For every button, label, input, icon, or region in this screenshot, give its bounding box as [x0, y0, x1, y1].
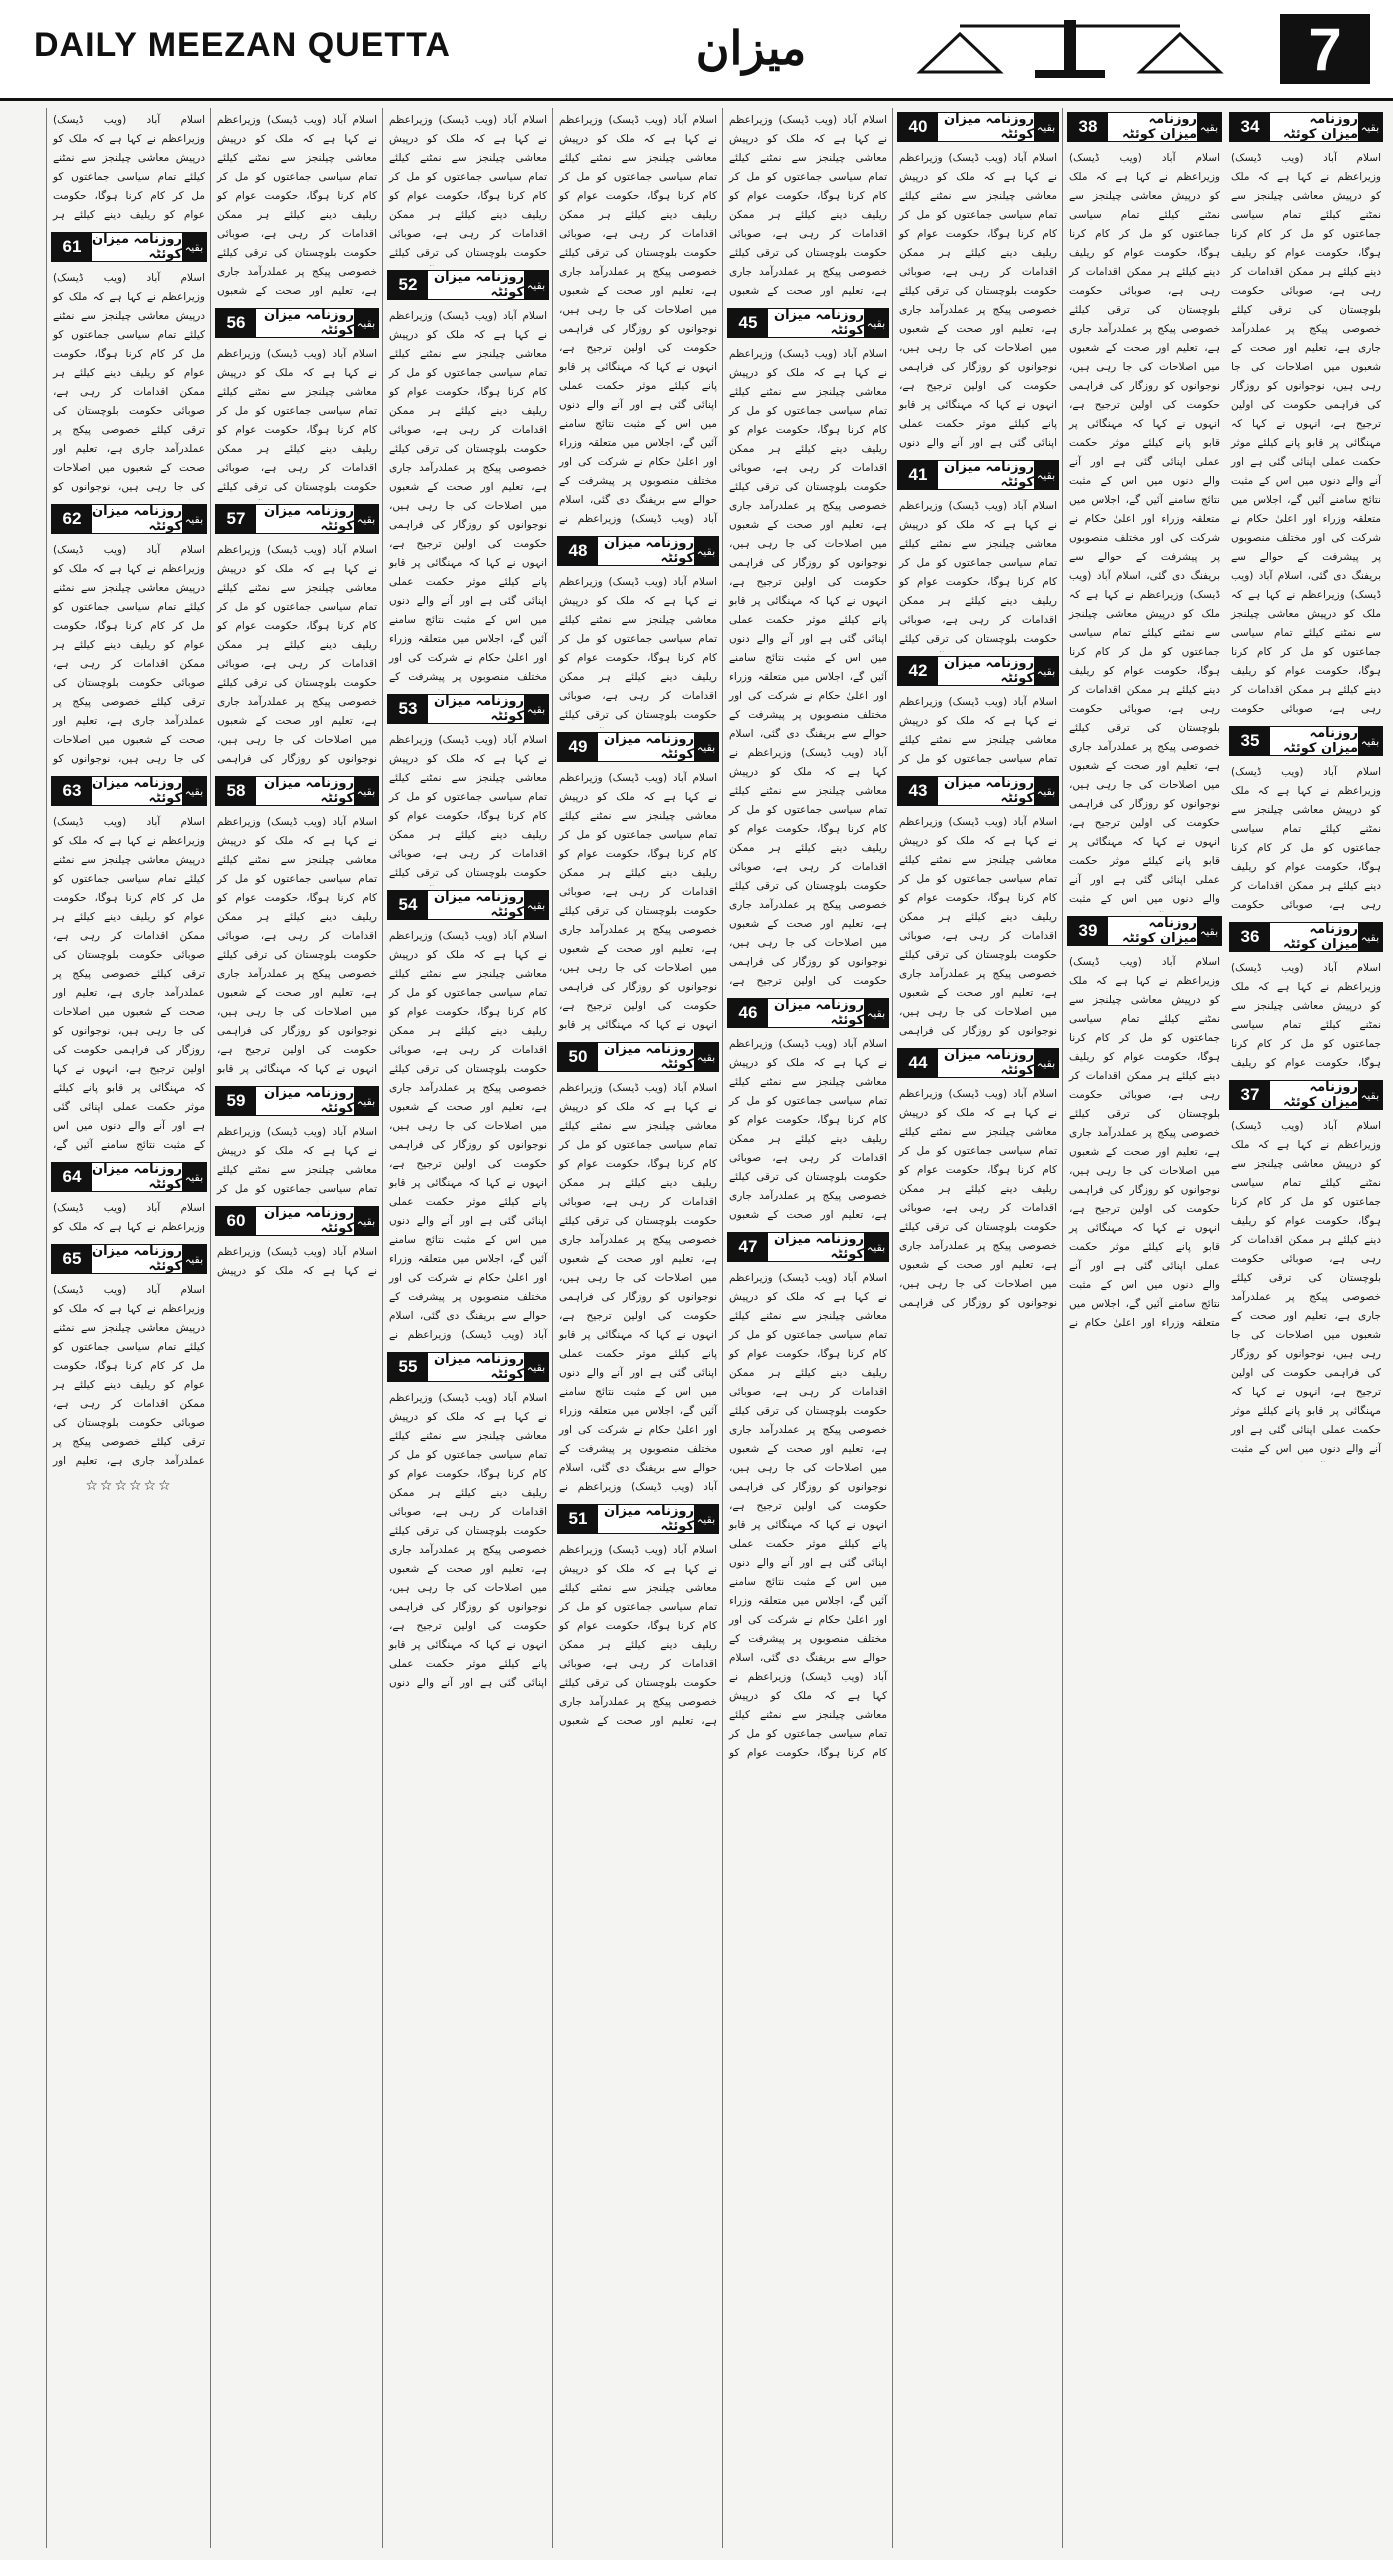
section-title: روزنامہ میزان کوئٹہ: [92, 1244, 182, 1274]
news-column: [1225, 108, 1387, 2548]
section-title: روزنامہ میزان کوئٹہ: [92, 776, 182, 806]
section-title: روزنامہ میزان کوئٹہ: [768, 309, 864, 337]
article-text: اسلام آباد (ویب ڈیسک) وزیراعظم نے کہا ہے کہ ملک کو درپیش معاشی چیلنجز سے نمٹنے کیلئے تمام سیاسی جماعتوں کو مل کر: [217, 1126, 377, 1195]
continuation-tag: بقیہ: [864, 309, 888, 337]
continuation-number: 64: [52, 1163, 92, 1191]
section-title: روزنامہ میزان کوئٹہ: [256, 309, 354, 337]
section-title: روزنامہ میزان کوئٹہ: [428, 271, 524, 299]
continuation-tag: بقیہ: [1358, 1081, 1382, 1109]
continuation-header: [727, 308, 889, 338]
article-text: اسلام آباد (ویب ڈیسک) وزیراعظم نے کہا ہے کہ ملک کو درپیش معاشی چیلنجز سے نمٹنے کیلئے تمام سیاسی جماعتوں کو مل کر کام کرنا ہوگا، حکومت عوام کو ریلیف دینے کیلئے ہر ممکن اقدامات کر رہی ہے، صوبائی حکومت بلوچستان کی ترقی کیلئے خصوصی پیکج پر عملدرآمد جاری ہے، تعلیم اور صحت کے شعبوں میں اصلاحات کی جا رہی ہیں، نوجوانوں کو روزگار کی فراہمی حکومت کی اولین ترجیح ہے، انہوں نے کہا کہ مہنگائی پر قابو پانے کیلئے موثر حکمت عملی اپنائی گئی ہے اور آنے والے دنوں: [899, 152, 1057, 449]
continuation-header: [215, 1086, 379, 1116]
article-text: اسلام آباد (ویب ڈیسک) وزیراعظم نے کہا ہے کہ ملک کو درپیش معاشی چیلنجز سے نمٹنے کیلئے تمام سیاسی جماعتوں کو مل کر کام کرنا ہوگا، حکومت عوام کو ریلیف دینے کیلئے ہر ممکن اقدامات کر رہی ہے، صوبائی حکومت بلوچستان کی ترقی کیلئے خصوصی پیکج پر عملدرآمد جاری ہے، تعلیم اور صحت کے شعبوں میں اصلاحات کی جا رہی ہیں، نوجوانوں کو روزگار کی فراہمی حکومت کی اولین ترجیح ہے، انہوں نے کہا کہ مہنگائی پر قابو پانے کیلئے موثر حکمت عملی اپنائی گئی ہے اور آنے والے دنوں میں اس کے مثبت نتائج سامنے آئیں گے، اجلاس میں متعلقہ وزراء اور اعلیٰ حکام نے شرکت کی اور مختلف منصوبوں پر پیشرفت کے حوالے سے بریفنگ دی گئی، اسلام آباد (ویب ڈیسک) وزیراعظم نے: [559, 114, 717, 525]
page-number: 7: [1280, 14, 1370, 84]
continuation-tag: بقیہ: [354, 505, 378, 533]
continuation-header: [51, 232, 207, 262]
section-title: روزنامہ میزان کوئٹہ: [598, 1505, 694, 1533]
section-title: روزنامہ میزان کوئٹہ: [1270, 923, 1358, 951]
continuation-header: [51, 776, 207, 806]
continuation-tag: بقیہ: [864, 999, 888, 1027]
continuation-header: [1067, 112, 1222, 142]
continuation-header: [1067, 916, 1222, 946]
continuation-number: 61: [52, 233, 92, 261]
section-title: روزنامہ میزان کوئٹہ: [598, 537, 694, 565]
continuation-number: 55: [388, 1353, 428, 1381]
article-text: اسلام آباد (ویب ڈیسک) وزیراعظم نے کہا ہے کہ ملک کو درپیش معاشی چیلنجز سے نمٹنے کیلئے تمام سیاسی جماعتوں کو مل کر کام کرنا ہوگا، حکومت عوام کو ریلیف: [1231, 962, 1381, 1069]
continuation-header: [1229, 112, 1383, 142]
continuation-tag: بقیہ: [354, 1087, 378, 1115]
continuation-tag: بقیہ: [182, 777, 206, 805]
article-text: اسلام آباد (ویب ڈیسک) وزیراعظم نے کہا ہے کہ ملک کو درپیش معاشی چیلنجز سے نمٹنے کیلئے تمام سیاسی جماعتوں کو مل کر کام کرنا ہوگا، حکومت عوام کو ریلیف دینے کیلئے ہر ممکن اقدامات کر رہی ہے، صوبائی حکومت بلوچستان کی ترقی کیلئے خصوصی پیکج پر عملدرآمد جاری ہے، تعلیم اور صحت کے شعبوں میں اصلاحات کی جا رہی ہیں، نوجوانوں کو روزگار کی فراہمی حکومت کی اولین ترجیح ہے، انہوں نے کہا کہ مہنگائی پر قابو پانے کیلئے موثر حکمت عملی اپنائی گئی ہے اور آنے والے دنوں میں اس کے مثبت نتائج سامنے آئیں گے،: [53, 816, 205, 1151]
article-text: اسلام آباد (ویب ڈیسک) وزیراعظم نے کہا ہے کہ ملک کو درپیش معاشی چیلنجز سے نمٹنے کیلئے تمام سیاسی جماعتوں کو مل کر کام کرنا ہوگا، حکومت عوام کو ریلیف دینے کیلئے ہر ممکن اقدامات کر رہی ہے، صوبائی حکومت بلوچستان کی ترقی کیلئے خصوصی پیکج پر عملدرآمد جاری ہے، تعلیم اور صحت کے شعبوں میں اصلاحات کی جا رہی ہیں، نوجوانوں کو روزگار کی فراہمی: [899, 816, 1057, 1037]
section-title: روزنامہ میزان کوئٹہ: [1108, 917, 1197, 945]
article-text: اسلام آباد (ویب ڈیسک) وزیراعظم نے کہا ہے کہ ملک کو درپیش معاشی چیلنجز سے نمٹنے کیلئے تمام سیاسی جماعتوں کو مل کر کام کرنا ہوگا، حکومت عوام کو ریلیف دینے کیلئے ہر ممکن اقدامات کر رہی ہے، صوبائی حکومت بلوچستان کی ترقی کیلئے خصوصی پیکج پر عملدرآمد جاری ہے، تعلیم اور صحت کے شعبوں میں اصلاحات کی جا رہی ہیں، نوجوانوں کو روزگار کی فراہمی حکومت کی اولین ترجیح ہے، انہوں نے کہا کہ مہنگائی پر قابو پانے کیلئے موثر حکمت عملی اپنائی گئی ہے اور آنے والے دنوں میں اس کے مثبت نتائج سامنے آئیں گے، اجلاس میں متعلقہ وزراء اور اعلیٰ حکام نے: [1069, 956, 1220, 1329]
continuation-header: [215, 308, 379, 338]
section-title: روزنامہ میزان کوئٹہ: [1270, 727, 1358, 755]
continuation-number: 51: [558, 1505, 598, 1533]
continuation-number: 58: [216, 777, 256, 805]
continuation-tag: بقیہ: [354, 1207, 378, 1235]
news-column: [210, 108, 383, 2548]
continuation-header: [897, 1048, 1059, 1078]
article-text: اسلام آباد (ویب ڈیسک) وزیراعظم نے کہا ہے کہ ملک کو درپیش معاشی چیلنجز سے نمٹنے کیلئے تمام سیاسی جماعتوں کو مل کر کام کرنا ہوگا، حکومت عوام کو ریلیف دینے کیلئے ہر ممکن اقدامات کر رہی ہے، صوبائی حکومت بلوچستان کی ترقی کیلئے: [559, 576, 717, 721]
continuation-number: 38: [1068, 113, 1108, 141]
article-text: اسلام آباد (ویب ڈیسک) وزیراعظم نے کہا ہے کہ ملک کو درپیش معاشی چیلنجز سے نمٹنے کیلئے تمام سیاسی جماعتوں کو مل کر کام کرنا ہوگا، حکومت عوام کو ریلیف دینے کیلئے ہر ممکن اقدامات کر رہی ہے، صوبائی حکومت بلوچستان کی ترقی کیلئے خصوصی پیکج پر عملدرآمد جاری ہے، تعلیم اور صحت کے شعبوں: [729, 1038, 887, 1221]
article-text: اسلام آباد (ویب ڈیسک) وزیراعظم نے کہا ہے کہ ملک کو: [53, 1202, 205, 1233]
article-text: اسلام آباد (ویب ڈیسک) وزیراعظم نے کہا ہے کہ ملک کو درپیش معاشی چیلنجز سے نمٹنے کیلئے تمام سیاسی جماعتوں کو مل کر: [899, 696, 1057, 765]
section-title: روزنامہ میزان کوئٹہ: [1270, 113, 1358, 141]
article-text: اسلام آباد (ویب ڈیسک) وزیراعظم نے کہا ہے کہ ملک کو درپیش معاشی چیلنجز سے نمٹنے کیلئے تمام سیاسی جماعتوں کو مل کر کام کرنا ہوگا، حکومت عوام کو ریلیف دینے کیلئے ہر ممکن اقدامات کر رہی ہے، صوبائی حکومت بلوچستان کی ترقی کیلئے خصوصی پیکج پر عملدرآمد جاری ہے، تعلیم اور صحت کے شعبوں میں اصلاحات کی جا رہی ہیں، نوجوانوں کو روزگار کی فراہمی: [217, 544, 377, 765]
continuation-header: [557, 536, 719, 566]
continuation-number: 36: [1230, 923, 1270, 951]
news-column: [892, 108, 1063, 2548]
continuation-tag: بقیہ: [694, 1505, 718, 1533]
continuation-tag: بقیہ: [1034, 657, 1058, 685]
continuation-number: 52: [388, 271, 428, 299]
continuation-number: 46: [728, 999, 768, 1027]
continuation-number: 39: [1068, 917, 1108, 945]
continuation-tag: بقیہ: [182, 1163, 206, 1191]
continuation-header: [215, 1206, 379, 1236]
section-title: روزنامہ میزان کوئٹہ: [256, 1087, 354, 1115]
end-stars: ☆☆☆☆☆☆: [85, 1478, 173, 1494]
continuation-number: 59: [216, 1087, 256, 1115]
continuation-tag: بقیہ: [864, 1233, 888, 1261]
continuation-header: [727, 1232, 889, 1262]
masthead-title: DAILY MEEZAN QUETTA: [34, 26, 451, 64]
continuation-number: 44: [898, 1049, 938, 1077]
continuation-number: 40: [898, 113, 938, 141]
continuation-header: [897, 656, 1059, 686]
continuation-header: [897, 112, 1059, 142]
article-text: اسلام آباد (ویب ڈیسک) وزیراعظم نے کہا ہے کہ ملک کو درپیش معاشی چیلنجز سے نمٹنے کیلئے تمام سیاسی جماعتوں کو مل کر کام کرنا ہوگا، حکومت عوام کو ریلیف دینے کیلئے ہر ممکن اقدامات کر رہی ہے، صوبائی حکومت بلوچستان کی ترقی کیلئے خصوصی پیکج پر عملدرآمد جاری ہے، تعلیم اور صحت کے شعبوں میں اصلاحات کی جا رہی ہیں، نوجوانوں کو روزگار کی فراہمی حکومت کی اولین ترجیح ہے، انہوں نے کہا کہ مہنگائی پر قابو پانے کیلئے موثر حکمت عملی اپنائی گئی ہے اور آنے والے دنوں: [389, 1392, 547, 1689]
section-title: روزنامہ میزان کوئٹہ: [428, 695, 524, 723]
continuation-tag: بقیہ: [524, 891, 548, 919]
continuation-number: 50: [558, 1043, 598, 1071]
continuation-header: [557, 732, 719, 762]
article-text: اسلام آباد (ویب ڈیسک) وزیراعظم نے کہا ہے کہ ملک کو درپیش معاشی چیلنجز سے نمٹنے کیلئے تمام سیاسی جماعتوں کو مل کر کام کرنا ہوگا، حکومت عوام کو ریلیف دینے کیلئے ہر ممکن اقدامات کر رہی ہے، صوبائی حکومت بلوچستان کی ترقی کیلئے: [389, 114, 547, 259]
article-text: اسلام آباد (ویب ڈیسک) وزیراعظم نے کہا ہے کہ ملک کو درپیش معاشی چیلنجز سے نمٹنے کیلئے تمام سیاسی جماعتوں کو مل کر کام کرنا ہوگا، حکومت عوام کو ریلیف دینے کیلئے ہر ممکن اقدامات کر رہی ہے، صوبائی حکومت بلوچستان کی ترقی کیلئے: [899, 500, 1057, 645]
section-title: روزنامہ میزان کوئٹہ: [92, 504, 182, 534]
continuation-header: [387, 1352, 549, 1382]
continuation-header: [51, 1162, 207, 1192]
scales-of-justice-icon: [900, 14, 1240, 84]
continuation-tag: بقیہ: [1358, 923, 1382, 951]
article-text: اسلام آباد (ویب ڈیسک) وزیراعظم نے کہا ہے کہ ملک کو درپیش معاشی چیلنجز سے نمٹنے کیلئے تمام سیاسی جماعتوں کو مل کر کام کرنا ہوگا، حکومت عوام کو ریلیف دینے کیلئے ہر ممکن اقدامات کر رہی ہے، صوبائی حکومت بلوچستان کی ترقی کیلئے خصوصی پیکج پر عملدرآمد جاری ہے، تعلیم اور صحت کے شعبوں میں اصلاحات کی جا رہی ہیں، نوجوانوں کو روزگار کی فراہمی حکومت کی اولین ترجیح ہے، انہوں نے کہا کہ مہنگائی پر قابو پانے کیلئے موثر حکمت عملی اپنائی گئی ہے اور آنے والے دنوں میں اس کے مثبت نتائج سامنے آئیں گے، اجلاس میں متعلقہ وزراء اور اعلیٰ حکام نے شرکت کی اور مختلف منصوبوں پر پیشرفت کے حوالے سے بریفنگ دی گئی، اسلام آباد (ویب ڈیسک) وزیراعظم نے کہا ہے کہ ملک کو درپیش معاشی چیلنجز سے نمٹنے کیلئے تمام سیاسی جماعتوں کو مل کر کام کرنا ہوگا، حکومت عوام کو: [729, 1272, 887, 1759]
continuation-header: [215, 504, 379, 534]
continuation-number: 56: [216, 309, 256, 337]
article-text: اسلام آباد (ویب ڈیسک) وزیراعظم نے کہا ہے کہ ملک کو درپیش معاشی چیلنجز سے نمٹنے کیلئے تمام سیاسی جماعتوں کو مل کر کام کرنا ہوگا، حکومت عوام کو ریلیف دینے کیلئے ہر ممکن اقدامات کر رہی ہے، صوبائی حکومت بلوچستان کی ترقی کیلئے: [389, 734, 547, 879]
section-title: روزنامہ میزان کوئٹہ: [256, 505, 354, 533]
continuation-number: 37: [1230, 1081, 1270, 1109]
continuation-number: 62: [52, 505, 92, 533]
continuation-tag: بقیہ: [694, 537, 718, 565]
section-title: روزنامہ میزان کوئٹہ: [256, 777, 354, 805]
continuation-tag: بقیہ: [1358, 727, 1382, 755]
article-text: اسلام آباد (ویب ڈیسک) وزیراعظم نے کہا ہے کہ ملک کو درپیش معاشی چیلنجز سے نمٹنے کیلئے تمام سیاسی جماعتوں کو مل کر کام کرنا ہوگا، حکومت عوام کو ریلیف دینے کیلئے ہر ممکن اقدامات کر رہی ہے، صوبائی حکومت بلوچستان کی ترقی کیلئے خصوصی پیکج پر عملدرآمد جاری ہے، تعلیم اور صحت کے شعبوں میں اصلاحات کی جا رہی ہیں، نوجوانوں کو روزگار کی فراہمی حکومت کی اولین ترجیح ہے، انہوں نے کہا کہ مہنگائی پر قابو پانے کیلئے موثر حکمت عملی اپنائی گئی ہے اور آنے والے دنوں میں اس کے مثبت نتائج سامنے آئیں گے، اجلاس میں متعلقہ وزراء اور اعلیٰ حکام نے شرکت کی اور مختلف منصوبوں پر پیشرفت کے حوالے سے بریفنگ دی گئی، اسلام آباد (ویب ڈیسک) وزیراعظم نے کہا ہے کہ ملک کو درپیش معاشی چیلنجز سے نمٹنے کیلئے تمام سیاسی جماعتوں کو مل کر کام کرنا ہوگا، حکومت عوام کو ریلیف دینے کیلئے ہر ممکن اقدامات کر رہی ہے، صوبائی حکومت بلوچستان کی ترقی کیلئے خصوصی پیکج پر عملدرآمد جاری ہے، تعلیم اور صحت کے شعبوں میں اصلاحات کی جا رہی ہیں، نوجوانوں کو روزگار کی فراہمی حکومت کی اولین ترجیح ہے،: [729, 348, 887, 987]
continuation-number: 45: [728, 309, 768, 337]
newspaper-logo: میزان: [695, 21, 807, 75]
continuation-number: 53: [388, 695, 428, 723]
article-text: اسلام آباد (ویب ڈیسک) وزیراعظم نے کہا ہے کہ ملک کو درپیش معاشی چیلنجز سے نمٹنے کیلئے تمام سیاسی جماعتوں کو مل کر کام کرنا ہوگا، حکومت عوام کو ریلیف دینے کیلئے ہر ممکن اقدامات کر رہی ہے، صوبائی حکومت بلوچستان کی ترقی کیلئے خصوصی پیکج پر عملدرآمد جاری ہے، تعلیم اور صحت کے شعبوں میں اصلاحات کی جا رہی ہیں، نوجوانوں کو روزگار کی فراہمی حکومت کی اولین ترجیح ہے، انہوں نے کہا کہ مہنگائی پر قابو پانے کیلئے موثر حکمت عملی اپنائی گئی ہے اور آنے والے دنوں میں اس کے مثبت نتائج سامنے آئیں گے، اجلاس میں متعلقہ وزراء اور اعلیٰ حکام نے شرکت کی اور مختلف منصوبوں پر پیشرفت کے: [389, 310, 547, 683]
article-text: اسلام آباد (ویب ڈیسک) وزیراعظم نے کہا ہے کہ ملک کو درپیش معاشی چیلنجز سے نمٹنے کیلئے تمام سیاسی جماعتوں کو مل کر کام کرنا ہوگا، حکومت عوام کو ریلیف دینے کیلئے ہر ممکن اقدامات کر رہی ہے، صوبائی حکومت بلوچستان کی ترقی کیلئے خصوصی پیکج پر عملدرآمد جاری ہے، تعلیم اور صحت کے شعبوں: [559, 1544, 717, 1727]
section-title: روزنامہ میزان کوئٹہ: [428, 891, 524, 919]
continuation-number: 47: [728, 1233, 768, 1261]
section-title: روزنامہ میزان کوئٹہ: [938, 113, 1034, 141]
article-text: اسلام آباد (ویب ڈیسک) وزیراعظم نے کہا ہے کہ ملک کو درپیش معاشی چیلنجز سے نمٹنے کیلئے تمام سیاسی جماعتوں کو مل کر کام کرنا ہوگا، حکومت عوام کو ریلیف دینے کیلئے ہر ممکن اقدامات کر رہی ہے، صوبائی حکومت بلوچستان کی ترقی کیلئے خصوصی پیکج پر عملدرآمد جاری ہے، تعلیم اور صحت کے شعبوں میں اصلاحات کی جا رہی ہیں، نوجوانوں کو: [53, 544, 205, 765]
article-text: اسلام آباد (ویب ڈیسک) وزیراعظم نے کہا ہے کہ ملک کو درپیش معاشی چیلنجز سے نمٹنے کیلئے تمام سیاسی جماعتوں کو مل کر کام کرنا ہوگا، حکومت عوام کو ریلیف دینے کیلئے ہر ممکن اقدامات کر رہی ہے، صوبائی حکومت بلوچستان کی ترقی کیلئے خصوصی پیکج پر عملدرآمد جاری ہے، تعلیم اور صحت کے شعبوں میں اصلاحات کی جا رہی ہیں، نوجوانوں کو روزگار کی فراہمی حکومت کی اولین ترجیح ہے، انہوں نے کہا کہ مہنگائی پر قابو پانے کیلئے موثر حکمت عملی اپنائی گئی ہے اور آنے والے دنوں میں اس کے مثبت: [1231, 1120, 1381, 1455]
continuation-number: 65: [52, 1245, 92, 1273]
continuation-tag: بقیہ: [182, 1245, 206, 1273]
article-text: اسلام آباد (ویب ڈیسک) وزیراعظم نے کہا ہے کہ ملک کو درپیش معاشی چیلنجز سے نمٹنے کیلئے تمام سیاسی جماعتوں کو مل کر کام کرنا ہوگا، حکومت عوام کو ریلیف دینے کیلئے ہر ممکن اقدامات کر رہی ہے، صوبائی حکومت: [1231, 766, 1381, 911]
section-title: روزنامہ میزان کوئٹہ: [428, 1353, 524, 1381]
continuation-header: [727, 998, 889, 1028]
news-columns: [6, 108, 1387, 2548]
article-text: اسلام آباد (ویب ڈیسک) وزیراعظم نے کہا ہے کہ ملک کو درپیش معاشی چیلنجز سے نمٹنے کیلئے تمام سیاسی جماعتوں کو مل کر کام کرنا ہوگا، حکومت عوام کو ریلیف دینے کیلئے ہر ممکن اقدامات کر رہی ہے، صوبائی حکومت بلوچستان کی ترقی کیلئے خصوصی پیکج پر عملدرآمد جاری ہے، تعلیم اور: [53, 1284, 205, 1467]
article-text: اسلام آباد (ویب ڈیسک) وزیراعظم نے کہا ہے کہ ملک کو درپیش معاشی چیلنجز سے نمٹنے کیلئے تمام سیاسی جماعتوں کو مل کر کام کرنا ہوگا، حکومت عوام کو ریلیف دینے کیلئے ہر ممکن اقدامات کر رہی ہے، صوبائی حکومت بلوچستان کی ترقی کیلئے خصوصی پیکج پر عملدرآمد جاری ہے، تعلیم اور صحت کے شعبوں میں اصلاحات کی جا رہی ہیں، نوجوانوں کو روزگار کی فراہمی: [899, 1088, 1057, 1309]
continuation-tag: بقیہ: [354, 777, 378, 805]
continuation-tag: بقیہ: [524, 1353, 548, 1381]
article-text: اسلام آباد (ویب ڈیسک) وزیراعظم نے کہا ہے کہ ملک کو درپیش معاشی چیلنجز سے نمٹنے کیلئے تمام سیاسی جماعتوں کو مل کر کام کرنا ہوگا، حکومت عوام کو ریلیف دینے کیلئے ہر ممکن اقدامات کر رہی ہے، صوبائی حکومت بلوچستان کی ترقی کیلئے خصوصی پیکج پر عملدرآمد جاری ہے، تعلیم اور صحت کے شعبوں میں اصلاحات کی جا رہی ہیں، نوجوانوں کو روزگار کی فراہمی حکومت کی اولین ترجیح ہے، انہوں نے کہا کہ مہنگائی پر قابو: [217, 816, 377, 1075]
section-title: روزنامہ میزان کوئٹہ: [1270, 1081, 1358, 1109]
continuation-number: 54: [388, 891, 428, 919]
continuation-number: 57: [216, 505, 256, 533]
continuation-tag: بقیہ: [1197, 917, 1221, 945]
section-title: روزنامہ میزان کوئٹہ: [938, 657, 1034, 685]
section-title: روزنامہ میزان کوئٹہ: [598, 733, 694, 761]
continuation-number: 48: [558, 537, 598, 565]
continuation-tag: بقیہ: [1034, 461, 1058, 489]
section-title: روزنامہ میزان کوئٹہ: [938, 777, 1034, 805]
news-column: [552, 108, 723, 2548]
continuation-header: [897, 460, 1059, 490]
continuation-header: [1229, 1080, 1383, 1110]
article-text: اسلام آباد (ویب ڈیسک) وزیراعظم نے کہا ہے کہ ملک کو درپیش معاشی چیلنجز سے نمٹنے کیلئے تمام سیاسی جماعتوں کو مل کر کام کرنا ہوگا، حکومت عوام کو ریلیف دینے کیلئے ہر: [53, 114, 205, 221]
continuation-number: 34: [1230, 113, 1270, 141]
continuation-tag: بقیہ: [524, 695, 548, 723]
continuation-header: [557, 1504, 719, 1534]
news-column: [722, 108, 893, 2548]
article-text: اسلام آباد (ویب ڈیسک) وزیراعظم نے کہا ہے کہ ملک کو درپیش معاشی چیلنجز سے نمٹنے کیلئے تمام سیاسی جماعتوں کو مل کر کام کرنا ہوگا، حکومت عوام کو ریلیف دینے کیلئے ہر ممکن اقدامات کر رہی ہے، صوبائی حکومت بلوچستان کی ترقی کیلئے خصوصی پیکج پر عملدرآمد جاری ہے، تعلیم اور صحت کے شعبوں میں اصلاحات کی جا رہی ہیں، نوجوانوں کو روزگار کی فراہمی حکومت کی اولین ترجیح ہے، انہوں نے کہا کہ مہنگائی پر قابو پانے کیلئے موثر حکمت عملی اپنائی گئی ہے اور آنے والے دنوں میں اس کے مثبت نتائج سامنے آئیں گے، اجلاس میں متعلقہ وزراء اور اعلیٰ حکام نے شرکت کی اور مختلف منصوبوں پر پیشرفت کے حوالے سے بریفنگ دی گئی، اسلام آباد (ویب ڈیسک) وزیراعظم نے کہا ہے کہ ملک کو درپیش معاشی چیلنجز سے نمٹنے کیلئے تمام سیاسی جماعتوں کو مل کر کام کرنا ہوگا، حکومت عوام کو ریلیف دینے کیلئے ہر ممکن اقدامات کر رہی ہے، صوبائی حکومت: [1230, 152, 1381, 715]
continuation-header: [1229, 726, 1383, 756]
continuation-header: [51, 504, 207, 534]
continuation-tag: بقیہ: [1034, 113, 1058, 141]
section-title: روزنامہ میزان کوئٹہ: [768, 1233, 864, 1261]
article-text: اسلام آباد (ویب ڈیسک) وزیراعظم نے کہا ہے کہ ملک کو درپیش معاشی چیلنجز سے نمٹنے کیلئے تمام سیاسی جماعتوں کو مل کر کام کرنا ہوگا، حکومت عوام کو ریلیف دینے کیلئے ہر ممکن اقدامات کر رہی ہے، صوبائی حکومت بلوچستان کی ترقی کیلئے خصوصی پیکج پر عملدرآمد جاری ہے، تعلیم اور صحت کے شعبوں: [217, 114, 377, 297]
continuation-header: [387, 694, 549, 724]
continuation-number: 60: [216, 1207, 256, 1235]
news-column: [382, 108, 553, 2548]
continuation-tag: بقیہ: [182, 505, 206, 533]
continuation-number: 43: [898, 777, 938, 805]
continuation-header: [51, 1244, 207, 1274]
section-title: روزنامہ میزان کوئٹہ: [92, 1162, 182, 1192]
section-title: روزنامہ میزان کوئٹہ: [598, 1043, 694, 1071]
continuation-number: 63: [52, 777, 92, 805]
article-text: اسلام آباد (ویب ڈیسک) وزیراعظم نے کہا ہے کہ ملک کو درپیش: [217, 1246, 377, 1277]
article-text: اسلام آباد (ویب ڈیسک) وزیراعظم نے کہا ہے کہ ملک کو درپیش معاشی چیلنجز سے نمٹنے کیلئے تمام سیاسی جماعتوں کو مل کر کام کرنا ہوگا، حکومت عوام کو ریلیف دینے کیلئے ہر ممکن اقدامات کر رہی ہے، صوبائی حکومت بلوچستان کی ترقی کیلئے خصوصی پیکج پر عملدرآمد جاری ہے، تعلیم اور صحت کے شعبوں: [729, 114, 887, 297]
continuation-tag: بقیہ: [1034, 777, 1058, 805]
continuation-tag: بقیہ: [354, 309, 378, 337]
continuation-tag: بقیہ: [1358, 113, 1382, 141]
continuation-number: 35: [1230, 727, 1270, 755]
section-title: روزنامہ میزان کوئٹہ: [256, 1207, 354, 1235]
masthead: [0, 0, 1393, 101]
continuation-tag: بقیہ: [694, 1043, 718, 1071]
section-title: روزنامہ میزان کوئٹہ: [92, 232, 182, 262]
section-title: روزنامہ میزان کوئٹہ: [768, 999, 864, 1027]
continuation-header: [557, 1042, 719, 1072]
continuation-number: 49: [558, 733, 598, 761]
continuation-tag: بقیہ: [694, 733, 718, 761]
section-title: روزنامہ میزان کوئٹہ: [938, 1049, 1034, 1077]
continuation-tag: بقیہ: [182, 233, 206, 261]
article-text: اسلام آباد (ویب ڈیسک) وزیراعظم نے کہا ہے کہ ملک کو درپیش معاشی چیلنجز سے نمٹنے کیلئے تمام سیاسی جماعتوں کو مل کر کام کرنا ہوگا، حکومت عوام کو ریلیف دینے کیلئے ہر ممکن اقدامات کر رہی ہے، صوبائی حکومت بلوچستان کی ترقی کیلئے: [217, 348, 377, 493]
article-text: اسلام آباد (ویب ڈیسک) وزیراعظم نے کہا ہے کہ ملک کو درپیش معاشی چیلنجز سے نمٹنے کیلئے تمام سیاسی جماعتوں کو مل کر کام کرنا ہوگا، حکومت عوام کو ریلیف دینے کیلئے ہر ممکن اقدامات کر رہی ہے، صوبائی حکومت بلوچستان کی ترقی کیلئے خصوصی پیکج پر عملدرآمد جاری ہے، تعلیم اور صحت کے شعبوں میں اصلاحات کی جا رہی ہیں، نوجوانوں کو روزگار کی فراہمی حکومت کی اولین ترجیح ہے، انہوں نے کہا کہ مہنگائی پر قابو پانے کیلئے موثر حکمت عملی اپنائی گئی ہے اور آنے والے دنوں میں اس کے مثبت نتائج سامنے آئیں گے، اجلاس میں متعلقہ وزراء اور اعلیٰ حکام نے شرکت کی اور مختلف منصوبوں پر پیشرفت کے حوالے سے بریفنگ دی گئی، اسلام آباد (ویب ڈیسک) وزیراعظم نے: [389, 930, 547, 1341]
continuation-header: [215, 776, 379, 806]
article-text: اسلام آباد (ویب ڈیسک) وزیراعظم نے کہا ہے کہ ملک کو درپیش معاشی چیلنجز سے نمٹنے کیلئے تمام سیاسی جماعتوں کو مل کر کام کرنا ہوگا، حکومت عوام کو ریلیف دینے کیلئے ہر ممکن اقدامات کر رہی ہے، صوبائی حکومت بلوچستان کی ترقی کیلئے خصوصی پیکج پر عملدرآمد جاری ہے، تعلیم اور صحت کے شعبوں میں اصلاحات کی جا رہی ہیں، نوجوانوں کو روزگار کی فراہمی حکومت کی اولین ترجیح ہے، انہوں نے کہا کہ مہنگائی پر قابو: [559, 772, 717, 1031]
section-title: روزنامہ میزان کوئٹہ: [1108, 113, 1197, 141]
continuation-header: [1229, 922, 1383, 952]
continuation-header: [897, 776, 1059, 806]
article-text: اسلام آباد (ویب ڈیسک) وزیراعظم نے کہا ہے کہ ملک کو درپیش معاشی چیلنجز سے نمٹنے کیلئے تمام سیاسی جماعتوں کو مل کر کام کرنا ہوگا، حکومت عوام کو ریلیف دینے کیلئے ہر ممکن اقدامات کر رہی ہے، صوبائی حکومت بلوچستان کی ترقی کیلئے خصوصی پیکج پر عملدرآمد جاری ہے، تعلیم اور صحت کے شعبوں میں اصلاحات کی جا رہی ہیں، نوجوانوں کو روزگار کی فراہمی حکومت کی اولین ترجیح ہے، انہوں نے کہا کہ مہنگائی پر قابو پانے کیلئے موثر حکمت عملی اپنائی گئی ہے اور آنے والے دنوں میں اس کے مثبت نتائج سامنے آئیں گے، اجلاس میں متعلقہ وزراء اور اعلیٰ حکام نے شرکت کی اور مختلف منصوبوں پر پیشرفت کے حوالے سے بریفنگ دی گئی، اسلام آباد (ویب ڈیسک) وزیراعظم نے کہا ہے کہ ملک کو درپیش معاشی چیلنجز سے نمٹنے کیلئے تمام سیاسی جماعتوں کو مل کر کام کرنا ہوگا، حکومت عوام کو ریلیف دینے کیلئے ہر ممکن اقدامات کر رہی ہے، صوبائی حکومت بلوچستان کی ترقی کیلئے خصوصی پیکج پر عملدرآمد جاری ہے، تعلیم اور صحت کے شعبوں میں اصلاحات کی جا رہی ہیں، نوجوانوں کو روزگار کی فراہمی حکومت کی اولین ترجیح ہے، انہوں نے کہا کہ مہنگائی پر قابو پانے کیلئے موثر حکمت عملی اپنائی گئی ہے اور آنے والے دنوں میں اس کے مثبت: [1069, 152, 1220, 905]
continuation-number: 42: [898, 657, 938, 685]
article-text: اسلام آباد (ویب ڈیسک) وزیراعظم نے کہا ہے کہ ملک کو درپیش معاشی چیلنجز سے نمٹنے کیلئے تمام سیاسی جماعتوں کو مل کر کام کرنا ہوگا، حکومت عوام کو ریلیف دینے کیلئے ہر ممکن اقدامات کر رہی ہے، صوبائی حکومت بلوچستان کی ترقی کیلئے خصوصی پیکج پر عملدرآمد جاری ہے، تعلیم اور صحت کے شعبوں میں اصلاحات کی جا رہی ہیں، نوجوانوں کو روزگار کی فراہمی حکومت کی اولین ترجیح ہے، انہوں نے کہا کہ مہنگائی پر قابو پانے کیلئے موثر حکمت عملی اپنائی گئی ہے اور آنے والے دنوں میں اس کے مثبت نتائج سامنے آئیں گے، اجلاس میں متعلقہ وزراء اور اعلیٰ حکام نے شرکت کی اور مختلف منصوبوں پر پیشرفت کے حوالے سے بریفنگ دی گئی، اسلام آباد (ویب ڈیسک) وزیراعظم نے: [559, 1082, 717, 1493]
continuation-header: [387, 270, 549, 300]
article-text: اسلام آباد (ویب ڈیسک) وزیراعظم نے کہا ہے کہ ملک کو درپیش معاشی چیلنجز سے نمٹنے کیلئے تمام سیاسی جماعتوں کو مل کر کام کرنا ہوگا، حکومت عوام کو ریلیف دینے کیلئے ہر ممکن اقدامات کر رہی ہے، صوبائی حکومت بلوچستان کی ترقی کیلئے خصوصی پیکج پر عملدرآمد جاری ہے، تعلیم اور صحت کے شعبوں میں اصلاحات کی جا رہی ہیں، نوجوانوں کو: [53, 272, 205, 493]
news-column: [1062, 108, 1226, 2548]
continuation-number: 41: [898, 461, 938, 489]
news-column: [46, 108, 211, 2548]
continuation-header: [387, 890, 549, 920]
section-title: روزنامہ میزان کوئٹہ: [938, 461, 1034, 489]
continuation-tag: بقیہ: [1034, 1049, 1058, 1077]
continuation-tag: بقیہ: [1197, 113, 1221, 141]
continuation-tag: بقیہ: [524, 271, 548, 299]
